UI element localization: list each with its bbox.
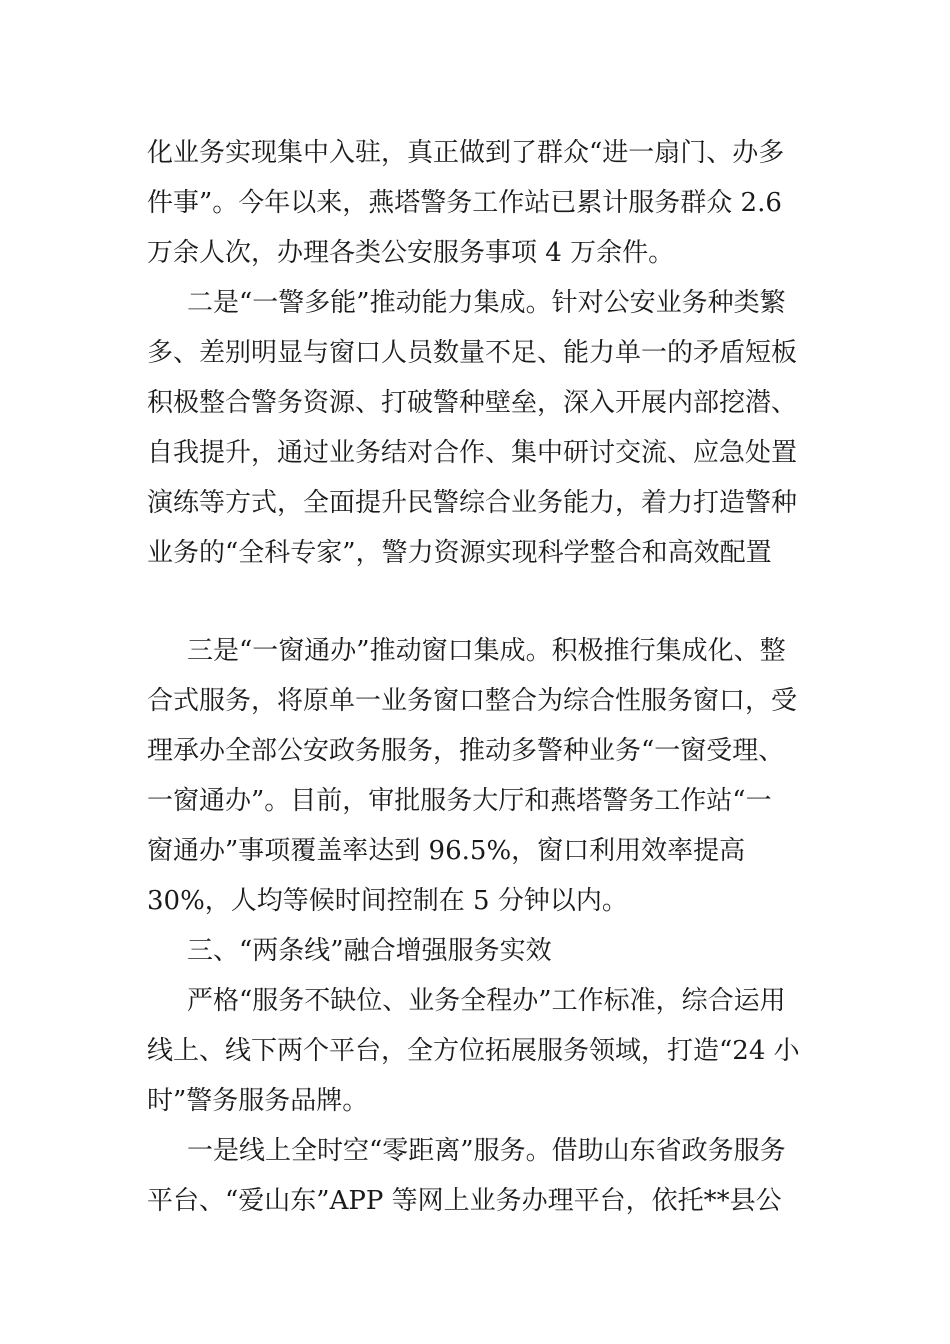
text-line: 万余人次，办理各类公安服务事项 4 万余件。	[147, 238, 675, 268]
text-line: 件事”。今年以来，燕塔警务工作站已累计服务群众 2.6	[147, 188, 782, 218]
paragraph-one-window-service	[147, 626, 807, 926]
document-body	[147, 128, 807, 1226]
text-line: 自我提升，通过业务结对合作、集中研讨交流、应急处置	[147, 438, 798, 468]
text-line: 严格“服务不缺位、业务全程办”工作标准，综合运用	[187, 986, 786, 1016]
paragraph-one-police-multi-skill	[147, 278, 807, 578]
text-line: 30%，人均等候时间控制在 5 分钟以内。	[147, 886, 628, 916]
text-line: 时”警务服务品牌。	[147, 1086, 369, 1116]
paragraph-online-service	[147, 1126, 807, 1226]
text-line: 一窗通办”。目前，审批服务大厅和燕塔警务工作站“一	[147, 786, 772, 816]
section-heading: 三、“两条线”融合增强服务实效	[187, 936, 552, 966]
text-line: 业务的“全科专家”，警力资源实现科学整合和高效配置	[147, 538, 772, 568]
section-heading-two-lines	[147, 926, 807, 976]
paragraph-gap	[147, 578, 807, 626]
paragraph-service-summary	[147, 128, 807, 278]
text-line: 二是“一警多能”推动能力集成。针对公安业务种类繁	[187, 288, 786, 318]
text-line: 演练等方式，全面提升民警综合业务能力，着力打造警种	[147, 488, 798, 518]
text-line: 积极整合警务资源、打破警种壁垒，深入开展内部挖潜、	[147, 388, 798, 418]
text-line: 线上、线下两个平台，全方位拓展服务领域，打造“24 小	[147, 1036, 800, 1066]
text-line: 理承办全部公安政务服务，推动多警种业务“一窗受理、	[147, 736, 785, 766]
text-line: 合式服务，将原单一业务窗口整合为综合性服务窗口，受	[147, 686, 798, 716]
text-line: 多、差别明显与窗口人员数量不足、能力单一的矛盾短板	[147, 338, 798, 368]
text-line: 窗通办”事项覆盖率达到 96.5%，窗口利用效率提高	[147, 836, 746, 866]
text-line: 三是“一窗通办”推动窗口集成。积极推行集成化、整	[187, 636, 786, 666]
text-line: 化业务实现集中入驻，真正做到了群众“进一扇门、办多	[147, 138, 785, 168]
paragraph-service-standard	[147, 976, 807, 1126]
text-line: 一是线上全时空“零距离”服务。借助山东省政务服务	[187, 1136, 786, 1166]
text-line: 平台、“爱山东”APP 等网上业务办理平台，依托**县公	[147, 1186, 782, 1216]
